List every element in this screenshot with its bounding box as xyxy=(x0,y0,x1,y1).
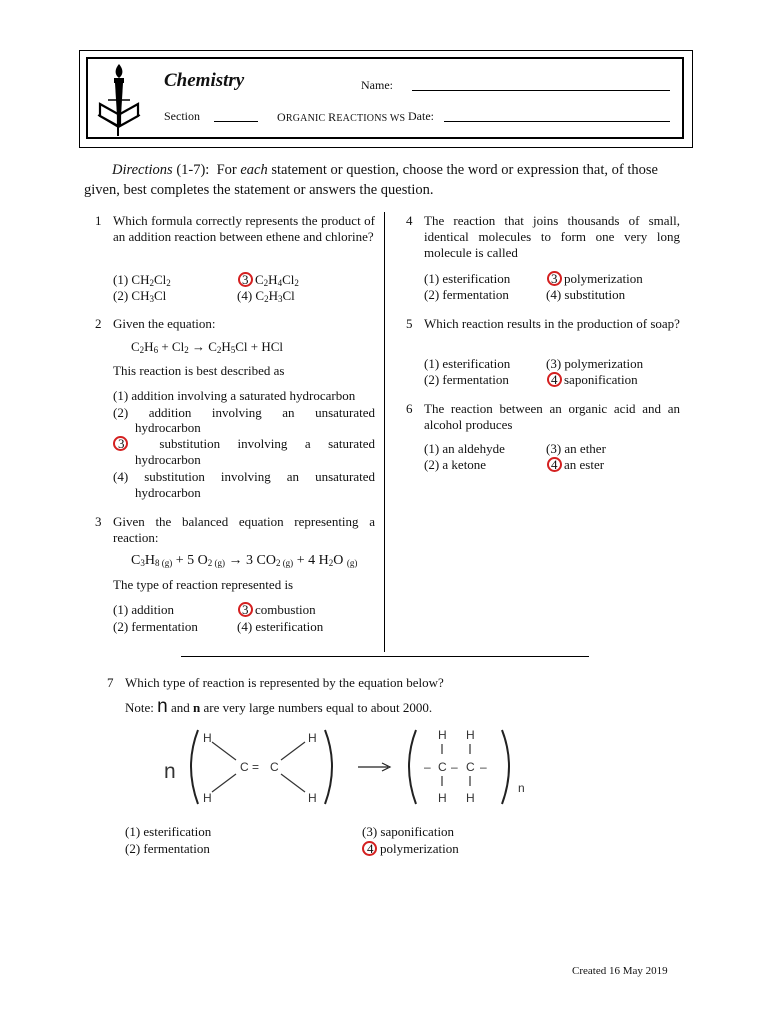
q7-option-3[interactable]: (3) saponification xyxy=(362,824,455,839)
question-text: Given the equation: xyxy=(113,316,216,331)
q1-option-2[interactable]: (2) $CH_3Cl$ xyxy=(113,288,167,304)
atom-h: H xyxy=(466,791,475,805)
n-subscript: n xyxy=(518,781,525,795)
svg-text:–: – xyxy=(451,760,458,774)
question-text: Given the balanced equation representing a reaction: xyxy=(113,514,375,545)
answer-circle xyxy=(362,841,377,856)
section-label: Section xyxy=(164,109,200,123)
date-label: Date: xyxy=(408,109,434,123)
q7-option-1[interactable]: (1) esterification xyxy=(125,824,212,839)
q2-stem: This reaction is best described as xyxy=(113,363,285,378)
answer-circle xyxy=(238,272,253,287)
section-divider xyxy=(181,656,589,657)
q3-option-1[interactable]: (1) addition xyxy=(113,602,175,617)
answer-circle xyxy=(547,372,562,387)
atom-h: H xyxy=(308,731,317,745)
q6-option-1[interactable]: (1) an aldehyde xyxy=(424,441,505,456)
q1-option-3[interactable]: 3 $C_2H_4Cl_2$ xyxy=(242,272,299,288)
q5-option-2[interactable]: (2) fermentation xyxy=(424,372,509,387)
q3-stem: The type of reaction represented is xyxy=(113,577,294,592)
q4-option-3[interactable]: 3 polymerization xyxy=(551,271,643,286)
atom-c: C xyxy=(438,760,447,774)
q2-option-3a[interactable]: 3 substitution involving a saturated xyxy=(118,436,375,451)
q1-option-1[interactable]: (1) $CH_2Cl_2$ xyxy=(113,272,171,288)
course-title: Chemistry xyxy=(164,70,245,91)
question-text: The reaction that joins thousands of small, identical molecules to form one very long molecule is called xyxy=(424,213,680,260)
atom-h: H xyxy=(438,791,447,805)
svg-text:–: – xyxy=(424,760,431,774)
answer-circle xyxy=(547,271,562,286)
section-blank[interactable] xyxy=(214,121,258,122)
question-4 xyxy=(406,213,680,263)
q5-option-4[interactable]: 4 saponification xyxy=(551,372,638,387)
q4-option-1[interactable]: (1) esterification xyxy=(424,271,511,286)
question-number: 4 xyxy=(406,213,413,228)
q2-option-1[interactable]: (1) addition involving a saturated hydrocarbon xyxy=(113,388,356,403)
atom-c: C xyxy=(240,760,249,774)
q7-option-4[interactable]: 4 polymerization xyxy=(367,841,459,856)
name-blank[interactable] xyxy=(412,90,670,91)
question-number: 7 xyxy=(107,675,114,690)
question-text: The reaction between an organic acid and an alcohol produces xyxy=(424,401,680,432)
q3-option-2[interactable]: (2) fermentation xyxy=(113,619,198,634)
q6-option-3[interactable]: (3) an ether xyxy=(546,441,606,456)
question-1 xyxy=(95,213,375,263)
atom-h: H xyxy=(466,728,475,742)
q5-option-1[interactable]: (1) esterification xyxy=(424,356,511,371)
q2-option-3b[interactable]: hydrocarbon xyxy=(135,452,201,467)
q2-equation: $C_2H_6 + Cl_2 \to C_2H_5Cl$ + HCl xyxy=(131,339,284,355)
n-coefficient: n xyxy=(164,760,176,783)
question-6 xyxy=(406,401,680,435)
question-text: Which reaction results in the production of soap? xyxy=(424,316,680,331)
worksheet-title: ORGANIC REACTIONS WS xyxy=(277,110,406,124)
q4-option-4[interactable]: (4) substitution xyxy=(546,287,626,302)
question-number: 1 xyxy=(95,213,102,228)
date-blank[interactable] xyxy=(444,121,670,122)
atom-c: C xyxy=(270,760,279,774)
q3-option-4[interactable]: (4) esterification xyxy=(237,619,324,634)
q7-option-2[interactable]: (2) fermentation xyxy=(125,841,210,856)
column-divider xyxy=(384,212,385,652)
q3-option-3[interactable]: 3 combustion xyxy=(242,602,316,617)
question-number: 6 xyxy=(406,401,413,416)
polymerization-diagram xyxy=(150,720,540,815)
q6-option-4[interactable]: 4 an ester xyxy=(551,457,605,472)
svg-text:=: = xyxy=(252,760,260,774)
question-3 xyxy=(95,514,375,548)
question-number: 3 xyxy=(95,514,102,529)
question-text: Which formula correctly represents the product of an addition reaction between ethene and chlorine? xyxy=(113,213,375,244)
answer-circle xyxy=(547,457,562,472)
svg-text:–: – xyxy=(480,760,487,774)
q1-option-4[interactable]: (4) $C_2H_3Cl$ xyxy=(237,288,295,304)
q3-equation: $C_3H_{8 (g)} + 5$ $O_{2 (g)} \to 3$ $CO_{2 (g)} + 4$ $H_2O$ $_{(g)}$ xyxy=(131,553,358,568)
atom-h: H xyxy=(438,728,447,742)
q6-option-2[interactable]: (2) a ketone xyxy=(424,457,487,472)
question-5 xyxy=(406,316,680,350)
q2-option-4a[interactable]: (4) substitution involving an unsaturated xyxy=(113,469,375,484)
created-date: Created 16 May 2019 xyxy=(572,965,668,977)
atom-h: H xyxy=(308,791,317,805)
atom-c: C xyxy=(466,760,475,774)
torch-book-logo-icon xyxy=(96,60,142,138)
answer-circle xyxy=(238,602,253,617)
q4-option-2[interactable]: (2) fermentation xyxy=(424,287,509,302)
q2-option-2b[interactable]: hydrocarbon xyxy=(135,420,201,435)
q2-option-4b[interactable]: hydrocarbon xyxy=(135,485,201,500)
name-label: Name: xyxy=(361,78,393,92)
atom-h: H xyxy=(203,731,212,745)
question-number: 2 xyxy=(95,316,102,331)
q5-option-3[interactable]: (3) polymerization xyxy=(546,356,644,371)
q7-note: Note: n and n are very large numbers equal to about 2000. xyxy=(125,696,433,717)
question-text: Which type of reaction is represented by the equation below? xyxy=(125,675,444,690)
q2-option-2a[interactable]: (2) addition involving an unsaturated xyxy=(113,405,375,420)
atom-h: H xyxy=(203,791,212,805)
directions: Directions (1-7): For each statement or question, choose the word or expression that, of those given, best completes the statement or answers the question. xyxy=(84,162,658,198)
answer-circle xyxy=(113,436,128,451)
question-number: 5 xyxy=(406,316,413,331)
